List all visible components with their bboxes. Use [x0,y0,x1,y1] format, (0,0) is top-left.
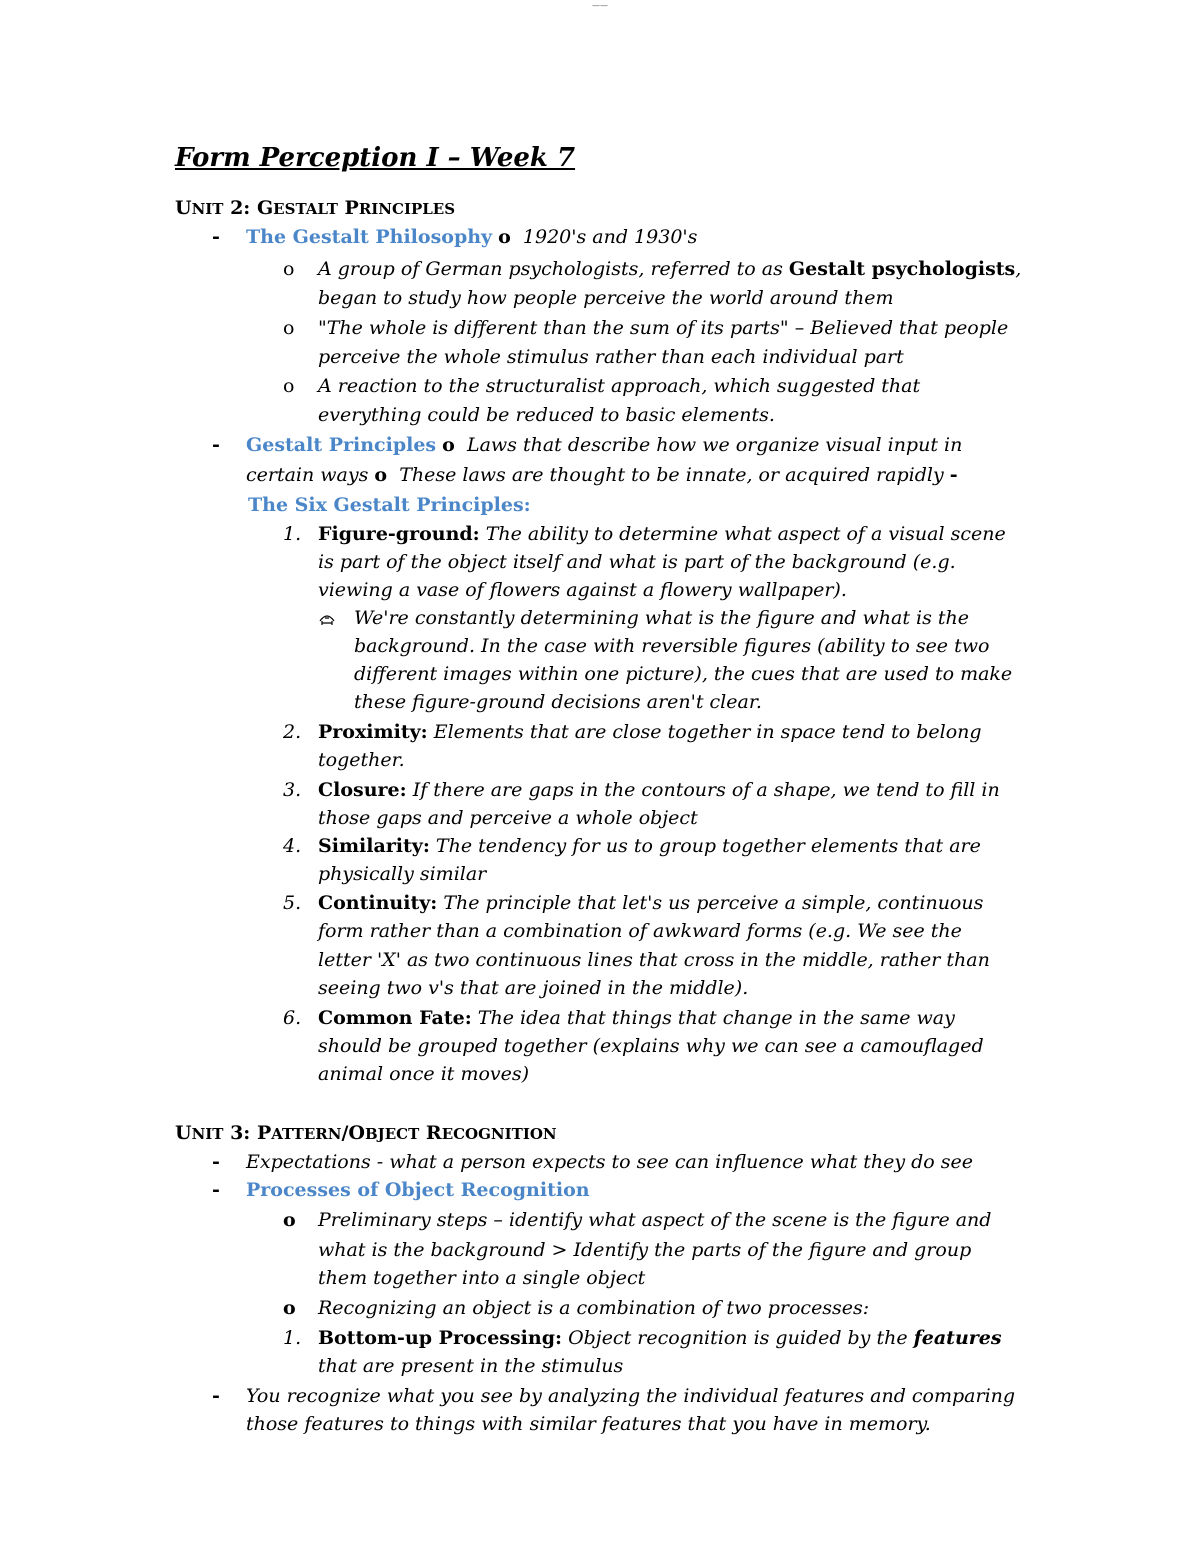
unit-3-heading: UNIT 3: PATTERN/OBJECT RECOGNITION [175,1122,557,1144]
circle-bullet: o [283,375,295,397]
unit-2-heading: UNIT 2: GESTALT PRINCIPLES [175,197,456,219]
list-number: 1. [283,1327,302,1349]
principle-2-line-2: together. [318,749,405,771]
processes-heading: Processes of Object Recognition [246,1179,590,1201]
bullet-dash: - [212,1179,220,1201]
page-title: Form Perception I – Week 7 [175,143,576,173]
list-number: 3. [283,779,302,801]
principle-closure: Closure: If there are gaps in the contours of a shape, we tend to fill in [318,779,1000,801]
list-number: 2. [283,721,302,743]
header-mark: —— [592,1,608,10]
principle-6-line-2: should be grouped together (explains why we can see a camouflaged [318,1035,984,1057]
bottom-up-line-2: that are present in the stimulus [318,1355,624,1377]
recognize-line-2: those features to things with similar features that you have in memory. [246,1413,931,1435]
bottom-up-line: Bottom-up Processing: Object recognition is guided by the features [318,1327,1002,1349]
principle-6-line-3: animal once it moves) [318,1063,530,1085]
principle-4-line-2: physically similar [318,863,487,885]
list-number: 6. [283,1007,302,1029]
principle-similarity: Similarity: The tendency for us to group together elements that are [318,835,981,857]
gestalt-principles-line: Gestalt Principles o Laws that describe how we organize visual input in [246,434,963,456]
principle-5-line-2: form rather than a combination of awkward forms (e.g. We see the [318,920,962,942]
expectations-line: Expectations - what a person expects to see can influence what they do see [246,1151,974,1173]
principle-3-line-2: those gaps and perceive a whole object [318,807,698,829]
bullet-dash: - [212,1385,220,1407]
bullet-dash: - [212,1151,220,1173]
gestalt-principles-line-2: certain ways o These laws are thought to be innate, or acquired rapidly - [246,464,958,486]
preliminary-line-2: what is the background > Identify the parts of the figure and group [318,1239,972,1261]
circle-bullet: o [283,1297,296,1319]
gestalt-philosophy-label: The Gestalt Philosophy [246,226,493,248]
philosophy-item-1: A group of German psychologists, referred to as Gestalt psychologists, [318,258,1022,280]
principle-figure-ground: Figure-ground: The ability to determine what aspect of a visual scene [318,523,1006,545]
principle-1-line-2: is part of the object itself and what is part of the background (e.g. [318,551,956,573]
recognizing-line: Recognizing an object is a combination of two processes: [318,1297,870,1319]
six-principles-heading: The Six Gestalt Principles: [248,494,531,516]
principle-5-line-3: letter 'X' as two continuous lines that cross in the middle, rather than [318,949,990,971]
philosophy-item-2: "The whole is different than the sum of its parts" – Believed that people [318,317,1009,339]
preliminary-line-1: Preliminary steps – identify what aspect of the scene is the figure and [318,1209,992,1231]
note-icon [318,606,336,630]
recognize-line-1: You recognize what you see by analyzing the individual features and comparing [246,1385,1016,1407]
note-line-4: these figure-ground decisions aren't clear. [354,691,762,713]
note-line-1: We're constantly determining what is the figure and what is the [354,607,969,629]
principle-common-fate: Common Fate: The idea that things that change in the same way [318,1007,955,1029]
principle-1-line-3: viewing a vase of flowers against a flowery wallpaper). [318,579,847,601]
note-line-3: different images within one picture), the cues that are used to make [354,663,1013,685]
circle-bullet: o [374,464,388,486]
list-number: 4. [283,835,302,857]
gestalt-philosophy-line: The Gestalt Philosophy o 1920's and 1930's [246,226,698,248]
principle-continuity: Continuity: The principle that let's us perceive a simple, continuous [318,892,984,914]
list-number: 5. [283,892,302,914]
circle-bullet: o [283,317,295,339]
gestalt-principles-label: Gestalt Principles [246,434,437,456]
circle-bullet: o [283,1209,296,1231]
list-number: 1. [283,523,302,545]
bullet-dash: - [212,226,220,248]
philosophy-item-3-cont: everything could be reduced to basic elements. [318,404,775,426]
bullet-dash: - [212,434,220,456]
principle-proximity: Proximity: Elements that are close together in space tend to belong [318,721,982,743]
principle-5-line-4: seeing two v's that are joined in the middle). [318,977,749,999]
philosophy-item-1-cont: began to study how people perceive the world around them [318,287,894,309]
philosophy-item-2-cont: perceive the whole stimulus rather than each individual part [318,346,904,368]
circle-bullet: o [442,434,455,456]
circle-bullet: o [498,226,511,248]
circle-bullet: o [283,258,295,280]
note-line-2: background. In the case with reversible figures (ability to see two [354,635,990,657]
philosophy-item-3: A reaction to the structuralist approach, which suggested that [318,375,921,397]
preliminary-line-3: them together into a single object [318,1267,646,1289]
